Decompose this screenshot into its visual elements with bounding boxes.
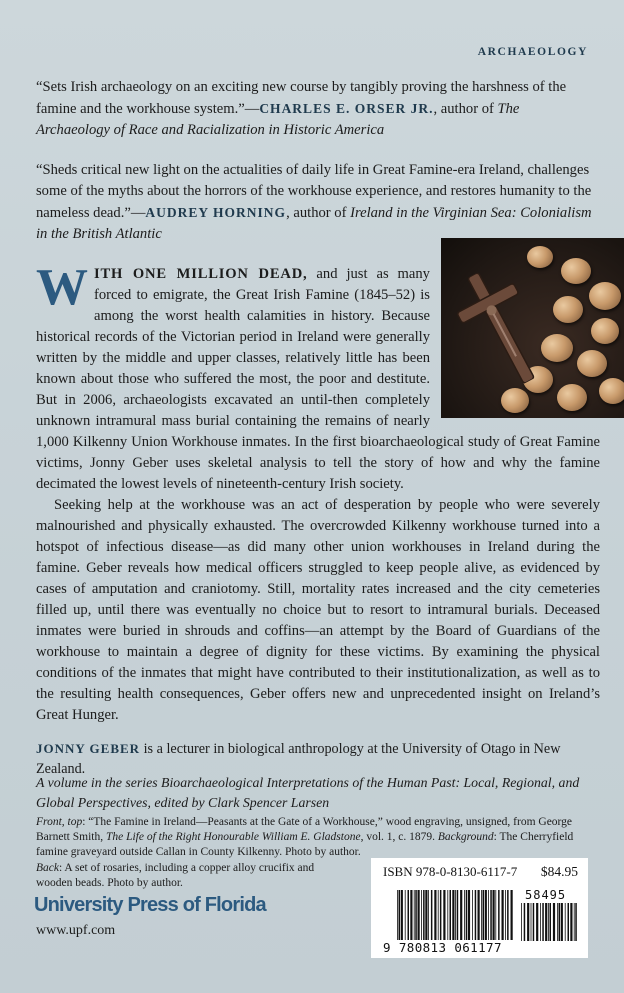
barcode-bar	[408, 890, 410, 940]
ean-barcode	[397, 890, 515, 940]
barcode-bar	[475, 890, 477, 940]
barcode-bar	[443, 890, 445, 940]
barcode-bar	[423, 890, 425, 940]
credit-label: Background	[437, 831, 494, 843]
barcode-bar	[527, 903, 529, 941]
photo-wrap-space	[430, 264, 600, 418]
barcode-bar	[488, 890, 489, 940]
image-credits	[36, 815, 608, 860]
barcode-bar	[545, 903, 547, 941]
blurb-author: AUDREY HORNING	[145, 205, 287, 220]
barcode-bar	[548, 903, 549, 941]
barcode-bar	[464, 890, 465, 940]
barcode-bar	[450, 890, 452, 940]
blurb-author: CHARLES E. ORSER JR.	[259, 101, 434, 116]
barcode-bar	[511, 890, 513, 940]
credit-text: : “The Famine in Ireland—Peasants at the Gate of a Workhouse,” wood engraving, unsigned, from George Barnett Smith,	[36, 816, 573, 843]
barcode-bar	[460, 890, 462, 940]
barcode-bar	[559, 903, 561, 941]
bead	[599, 378, 624, 404]
barcode-bar	[405, 890, 406, 940]
barcode-bar	[466, 890, 468, 940]
barcode-bar	[431, 890, 433, 940]
ean-digits: 9 780813 061177	[383, 940, 502, 955]
paragraph-text: and just as many forced to emigrate, the Great Irish Famine (1845–52) is among the worst health calamities in history. Because historical records of the Victorian period in Ireland were generally written by the middle and upper classes, relatively little has been known about those who suffered the most, the poor and destitute. But in 2006, archaeologists excavated an until-then completely unknown intramural mass burial containing the remains of nearly 1,000 Kilkenny Union Workhouse inmates. In the first bioarchaeological study of Great Famine victims, Jonny Geber uses skeletal analysis to tell the story of how and why the famine decimated the lowest levels of nineteenth-century Irish society.	[36, 266, 600, 492]
barcode-bar	[399, 890, 401, 940]
barcode-bar	[570, 903, 572, 941]
credit-work: The Life of the Right Honourable William E. Gladstone	[105, 831, 361, 843]
barcode-bar	[561, 903, 563, 941]
blurb-quote	[36, 77, 596, 141]
lead-in: ITH ONE MILLION DEAD,	[94, 266, 308, 282]
blurb-connector: , author of	[433, 101, 498, 117]
barcode-bar	[452, 890, 454, 940]
barcode-bar	[557, 903, 558, 941]
paragraph: Seeking help at the workhouse was an act of desperation by people who were severely malnourished and physically exhausted. The overcrowded Kilkenny workhouse turned into a hotspot of infectious disease—as did many other union workhouses in Ireland during the famine. Geber reveals how medical officers struggled to keep people alive, as evidenced by cases of amputation and craniotomy. Still, mortality rates increased and the city cemeteries filled up, until there was eventually no choice but to resort to intramural burials. Deceased inmates were buried in shrouds and coffins—an attempt by the Board of Guardians of the workhouse to maintain a degree of dignity for these victims. By examining the physical conditions of the inmates that might have contributed to their institutionalization, as well as to the resulting health consequences, Geber offers new and unprecedented insight on Ireland’s Great Hunger.	[36, 497, 600, 723]
credit-label: Front, top	[36, 816, 83, 828]
blurb-work-title: The Archaeology of Race and Racialization in Historic America	[36, 101, 520, 138]
addon-digits: 58495	[525, 888, 567, 902]
drop-cap: W	[36, 259, 88, 316]
main-description	[36, 259, 600, 726]
barcode-bar	[434, 890, 436, 940]
category-label: ARCHAEOLOGY	[477, 46, 588, 58]
credit-text: : The Cherryfield famine graveyard outside Callan in County Kilkenny. Photo by author.	[36, 831, 574, 858]
barcode-bar	[495, 890, 496, 940]
blurb-quote	[36, 160, 596, 245]
barcode-bar	[481, 890, 482, 940]
barcode-bar	[507, 890, 509, 940]
barcode-bar	[401, 890, 403, 940]
barcode-bar	[468, 890, 470, 940]
barcode-bar	[540, 903, 541, 941]
back-credit	[36, 861, 336, 891]
barcode-bar	[575, 903, 577, 941]
barcode-bar	[440, 890, 442, 940]
credit-text: : A set of rosaries, including a copper alloy crucifix and wooden beads. Photo by author.	[36, 862, 315, 889]
barcode-bar	[455, 890, 456, 940]
barcode-bar	[521, 903, 522, 941]
publisher-website: www.upf.com	[36, 923, 116, 938]
blurb-connector: , author of	[286, 205, 351, 221]
barcode-bar	[483, 890, 485, 940]
barcode-bar	[414, 890, 415, 940]
barcode-bar	[505, 890, 506, 940]
barcode-bar	[421, 890, 422, 940]
barcode-bar	[490, 890, 492, 940]
barcode-bar	[485, 890, 487, 940]
credit-text: , vol. 1, c. 1879.	[360, 831, 438, 843]
isbn-text: ISBN 978-0-8130-6117-7	[383, 864, 518, 879]
barcode-bar	[502, 890, 504, 940]
barcode-bar	[457, 890, 459, 940]
price-text: $84.95	[540, 864, 578, 879]
barcode-bar	[542, 903, 544, 941]
barcode-bar	[550, 903, 552, 941]
barcode-bar	[415, 890, 417, 940]
blurb-text: “Sheds critical new light on the actualities of daily life in Great Famine-era Ireland, challenges some of the myths about the horrors of the workhouse experience, and restores humanity to the nameless dead.”—	[36, 162, 592, 221]
barcode-bar	[428, 890, 429, 940]
blurb-text: “Sets Irish archaeology on an exciting new course by tangibly proving the harshness of the famine and the workhouse system.”—	[36, 79, 567, 117]
barcode-bar	[447, 890, 448, 940]
barcode-bar	[574, 903, 575, 941]
publisher-logo: University Press of Florida	[34, 894, 266, 916]
barcode-bar	[493, 890, 495, 940]
barcode-bar	[418, 890, 420, 940]
barcode-bar	[410, 890, 412, 940]
barcode-bar	[536, 903, 538, 941]
barcode-bar	[498, 890, 500, 940]
barcode-bar	[524, 903, 526, 941]
author-name: JONNY GEBER	[36, 741, 141, 756]
blurb-work-title: Ireland in the Virginian Sea: Colonialism in the British Atlantic	[36, 205, 592, 242]
series-note: A volume in the series Bioarchaeological Interpretations of the Human Past: Local, Regional, and Global Perspectives, edited by Clark Spencer Larsen	[36, 775, 580, 810]
barcode-bar	[478, 890, 480, 940]
barcode-bar	[568, 903, 570, 941]
barcode-bar	[553, 903, 555, 941]
barcode-bar	[565, 903, 566, 941]
addon-barcode	[521, 903, 577, 941]
author-bio-text: is a lecturer in biological anthropology at the University of Otago in New Zealand.	[36, 741, 561, 777]
barcode-bar	[531, 903, 532, 941]
barcode-bar	[425, 890, 427, 940]
barcode-bar	[397, 890, 398, 940]
barcode-bar	[438, 890, 439, 940]
barcode-bar	[533, 903, 535, 941]
credit-label: Back	[36, 862, 59, 874]
barcode-panel	[371, 858, 588, 958]
barcode-bar	[472, 890, 473, 940]
